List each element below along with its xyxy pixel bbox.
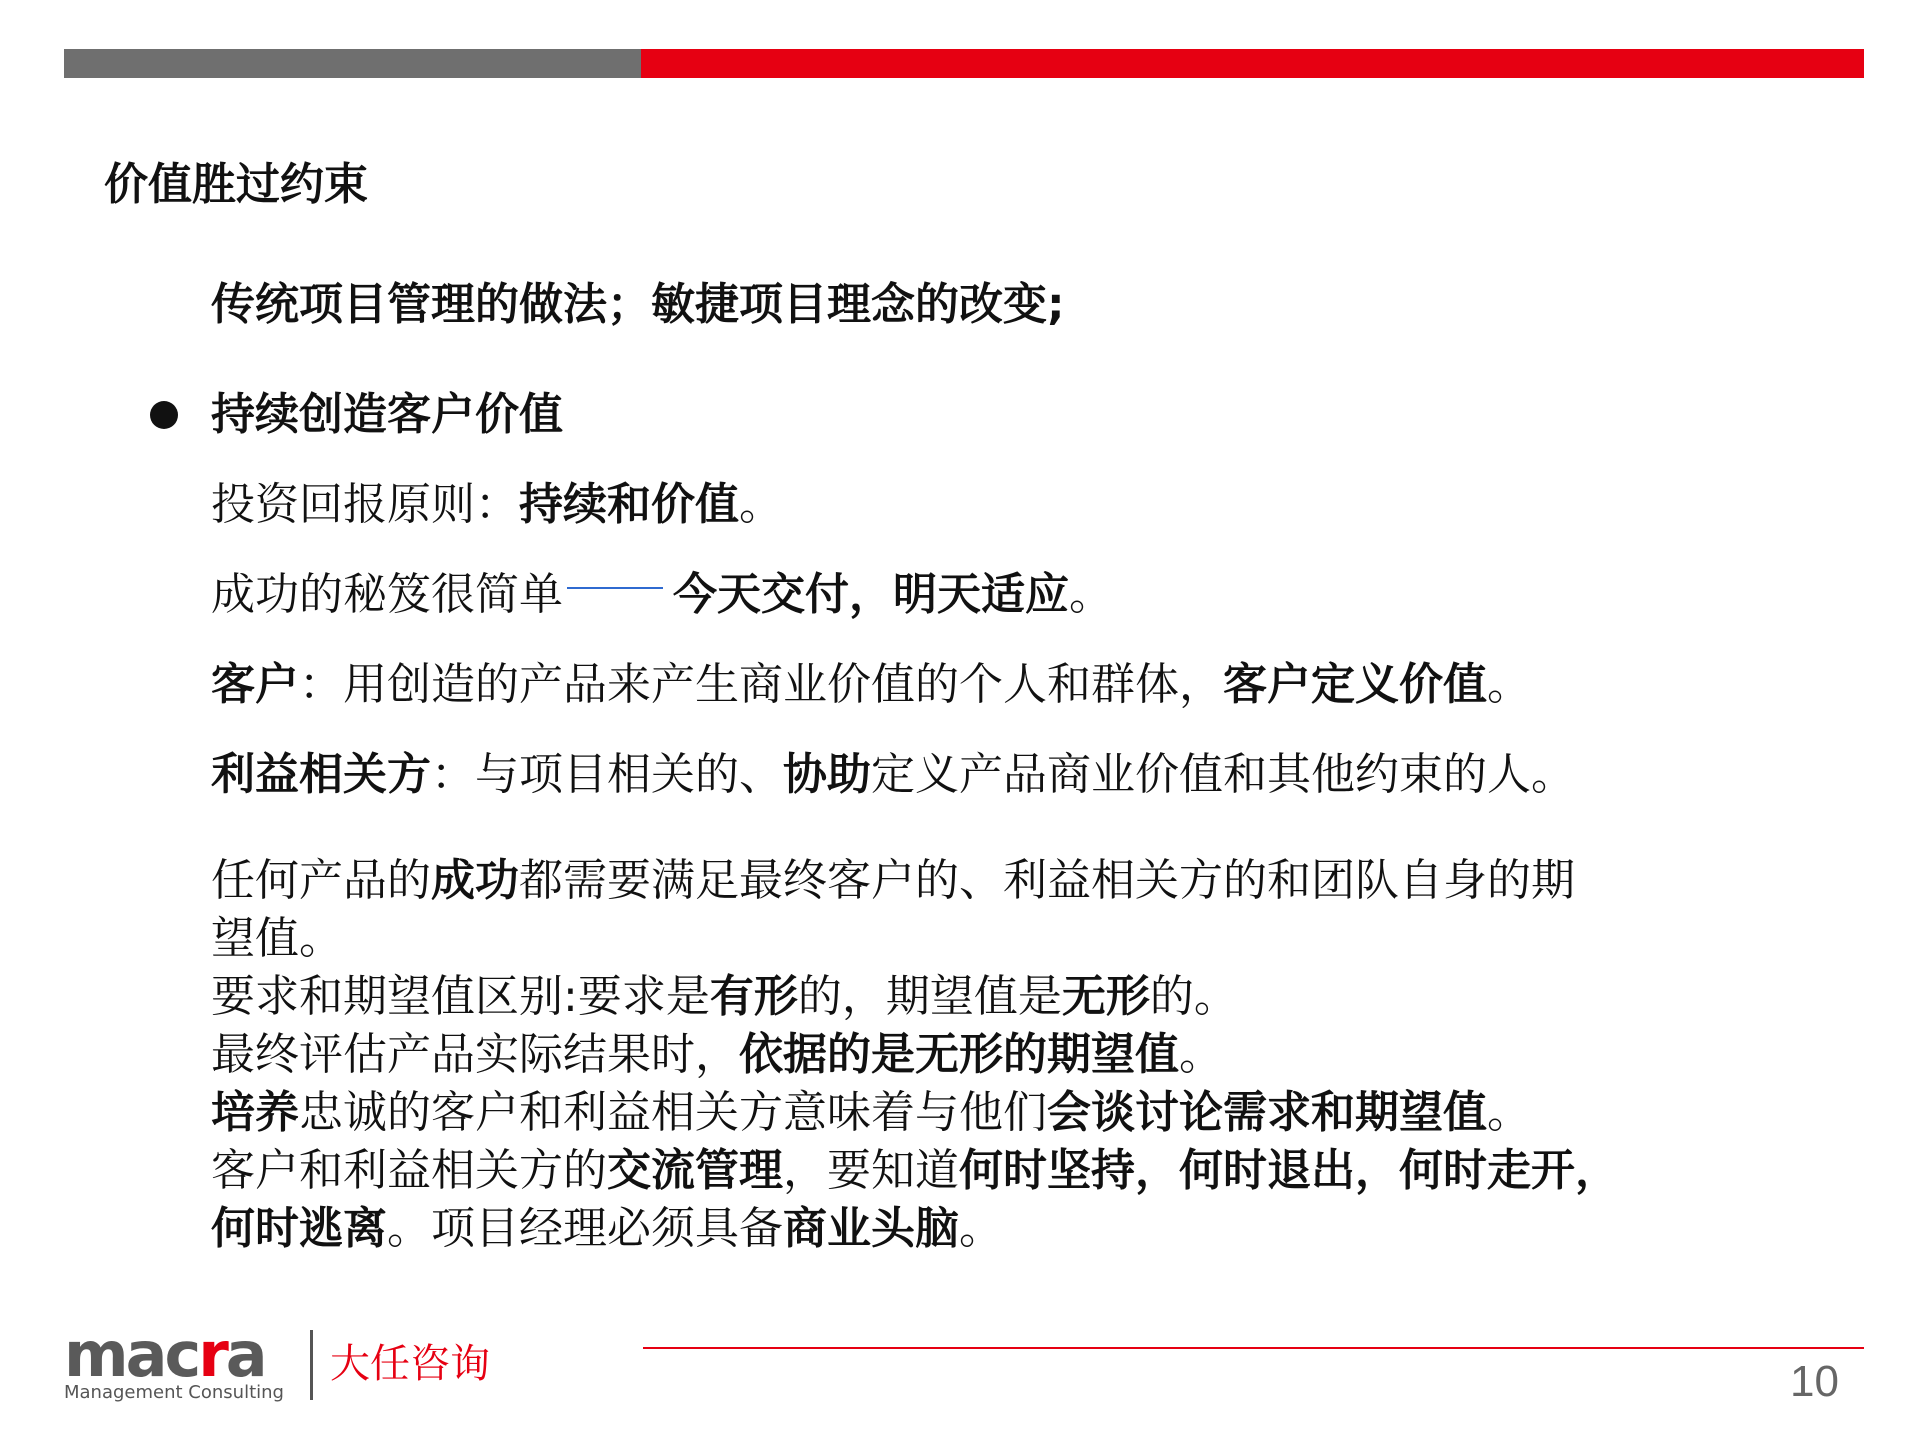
success-text: 成功的秘笈很简单 [211,569,563,620]
roi-paragraph [211,475,783,535]
customer-term: 客户 [211,659,299,710]
logo-wordmark: macra [64,1318,265,1391]
bullet-item [150,385,563,445]
body-line-5: 培养忠诚的客户和利益相关方意味着与他们会谈讨论需求和期望值。 [211,1087,1531,1138]
footer-red-line [643,1347,1864,1349]
header-bar-gray [64,49,641,78]
customer-end: 。 [1487,659,1531,710]
bullet-dot-icon [150,401,178,429]
stakeholder-bold: 协助 [783,749,871,800]
stakeholder-term: 利益相关方 [211,749,431,800]
logo-subtitle: Management Consulting [64,1382,284,1403]
customer-text: ：用创造的产品来产生商业价值的个人和群体， [299,659,1223,710]
success-bold: 今天交付，明天适应 [673,569,1069,620]
body-line-3: 要求和期望值区别:要求是有形的，期望值是无形的。 [211,971,1238,1022]
stakeholder-text1: ：与项目相关的、 [431,749,783,800]
roi-label: 投资回报原则： [211,479,519,530]
slide-title: 价值胜过约束 [104,159,368,210]
roi-bold: 持续和价值 [519,479,739,530]
slide-subtitle: 传统项目管理的做法；敏捷项目理念的改变; [211,279,1065,330]
success-end: 。 [1069,569,1113,620]
customer-bold: 客户定义价值 [1223,659,1487,710]
body-line-1: 任何产品的成功都需要满足最终客户的、利益相关方的和团队自身的期 [211,855,1575,906]
stakeholder-text2: 定义产品商业价值和其他约束的人。 [871,749,1575,800]
header-bar-red [641,49,1864,78]
stakeholder-paragraph [211,745,1575,805]
footer-brand-name: 大任咨询 [330,1341,490,1387]
body-line-7: 何时逃离。项目经理必须具备商业头脑。 [211,1203,1003,1254]
roi-end: 。 [739,479,783,530]
body-line-2: 望值。 [211,913,343,964]
dash-line [567,587,663,589]
bullet-heading: 持续创造客户价值 [211,389,563,440]
page-number: 10 [1790,1357,1839,1406]
body-text-block [211,852,1771,1258]
body-line-4: 最终评估产品实际结果时，依据的是无形的期望值。 [211,1029,1223,1080]
header-color-bar [64,49,1864,78]
success-paragraph [211,565,1113,625]
body-line-6: 客户和利益相关方的交流管理，要知道何时坚持，何时退出，何时走开， [211,1145,1619,1196]
footer-divider [310,1330,313,1400]
macra-logo [64,1318,289,1403]
customer-paragraph [211,655,1531,715]
